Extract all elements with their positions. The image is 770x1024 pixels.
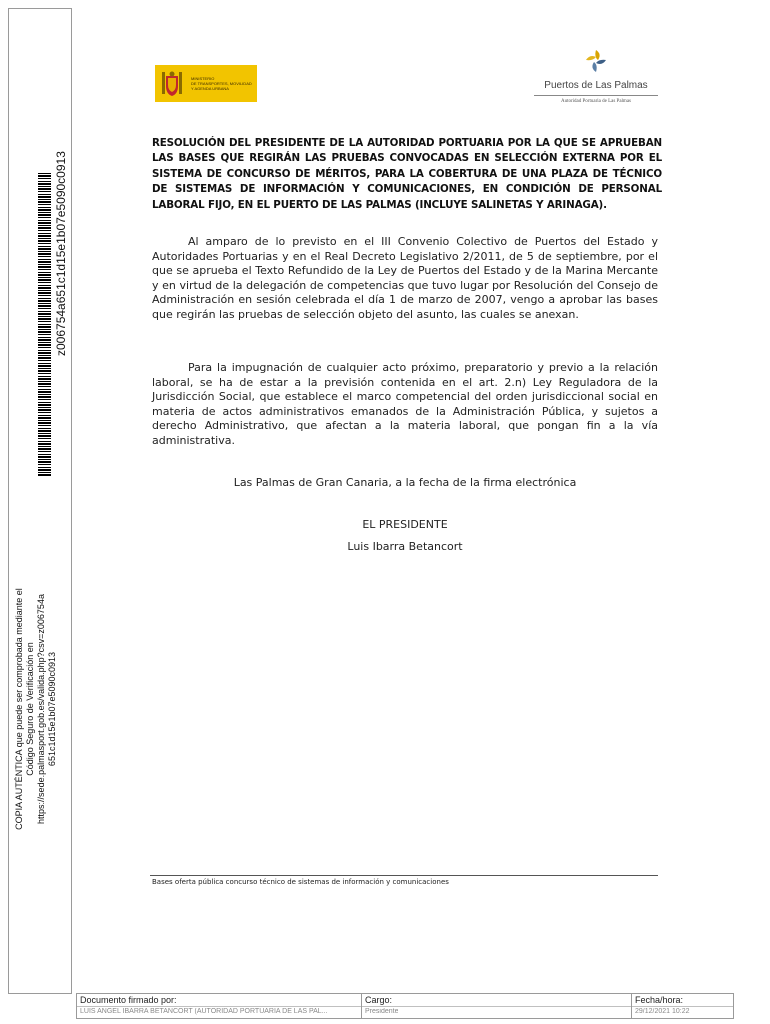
ministry-line: Y AGENDA URBANA <box>191 86 229 91</box>
verification-barcode <box>38 173 51 476</box>
verification-line: COPIA AUTÉNTICA que puede ser comprobada mediante el <box>14 588 24 830</box>
table-divider <box>77 1006 733 1007</box>
ministry-name <box>191 76 252 91</box>
signer-name: Luis Ibarra Betancort <box>347 540 463 553</box>
paragraph <box>152 361 658 449</box>
paragraph-text: Al amparo de lo previsto en el III Convenio Colectivo de Puertos del Estado y Autoridades Portuarias y en el Real Decreto Legislativo 2/2011, de 5 de septiembre, por el que se aprueba el Texto Refundido de la Ley de Puertos del Estado y de la Marina Mercante y en virtud de la delegación de competencias que tuvo lugar por Resolución del Consejo de Administración en sesión celebrada el día 1 de marzo de 2007, vengo a aprobar las bases que regirán las pruebas de selección objeto del asunto, las cuales se anexan. <box>152 235 658 321</box>
logo-divider <box>534 95 658 96</box>
footer-divider <box>150 875 658 876</box>
coat-of-arms-icon <box>161 70 183 98</box>
port-name: Puertos de Las Palmas <box>544 80 648 91</box>
role-value: Presidente <box>365 1008 399 1015</box>
date-label: Fecha/hora: <box>635 995 684 1005</box>
table-column <box>631 994 632 1018</box>
table-column <box>361 994 362 1018</box>
resolution-title: RESOLUCIÓN DEL PRESIDENTE DE LA AUTORIDAD PORTUARIA POR LA QUE SE APRUEBAN LAS BASES QUE REGIRÁN LAS PRUEBAS CONVOCADAS EN SELECCIÓN EXTERNA POR EL SISTEMA DE CONCURSO DE MÉRITOS, PARA LA COBERTURA DE UNA PLAZA DE TÉCNICO DE SISTEMAS DE INFORMACIÓN Y COMUNICACIONES, EN CONDICIÓN DE PERSONAL LABORAL FIJO, EN EL PUERTO DE LAS PALMAS (INCLUYE SALINETAS Y ARINAGA). <box>152 137 662 211</box>
date-value: 29/12/2021 10:22 <box>635 1008 690 1015</box>
ministry-line: MINISTERIO <box>191 76 215 81</box>
signed-by-label: Documento firmado por: <box>80 995 177 1005</box>
signer-role: EL PRESIDENTE <box>362 518 448 531</box>
signed-by-value: LUIS ANGEL IBARRA BETANCORT (AUTORIDAD PORTUARIA DE LAS PAL... <box>80 1008 328 1015</box>
place-date: Las Palmas de Gran Canaria, a la fecha de la firma electrónica <box>233 476 577 489</box>
port-authority-logo <box>534 48 658 118</box>
signature-table <box>76 993 734 1019</box>
port-emblem-icon <box>582 48 610 74</box>
verification-line: Código Seguro de Verificación en <box>25 642 35 776</box>
ministry-line: DE TRANSPORTES, MOVILIDAD <box>191 81 252 86</box>
role-label: Cargo: <box>365 995 393 1005</box>
footer-text: Bases oferta pública concurso técnico de sistemas de información y comunicaciones <box>152 878 449 886</box>
ministry-logo <box>155 65 257 102</box>
paragraph-text: Para la impugnación de cualquier acto próximo, preparatorio y previo a la relación laboral, se ha de estar a la previsión contenida en el art. 2.n) Ley Reguladora de la Jurisdicción Social, que establece el marco competencial del orden jurisdiccional social en materia de actos administrativos emanados de la Administración Pública, y sujetos a derecho Administrativo, que afectan a la materia laboral, que pongan fin a la vía administrativa. <box>152 361 658 447</box>
verification-line: 651c1d15e1b07e5090c0913 <box>47 651 57 767</box>
csv-code: z006754a651c1d15e1b07e5090c0913 <box>54 151 68 356</box>
port-subtitle: Autoridad Portuaria de Las Palmas <box>561 99 631 104</box>
verification-line: https://sede.palmasport.gob.es/valida.php?csv=z006754a <box>36 594 46 824</box>
paragraph <box>152 235 658 323</box>
verification-note <box>14 588 58 830</box>
